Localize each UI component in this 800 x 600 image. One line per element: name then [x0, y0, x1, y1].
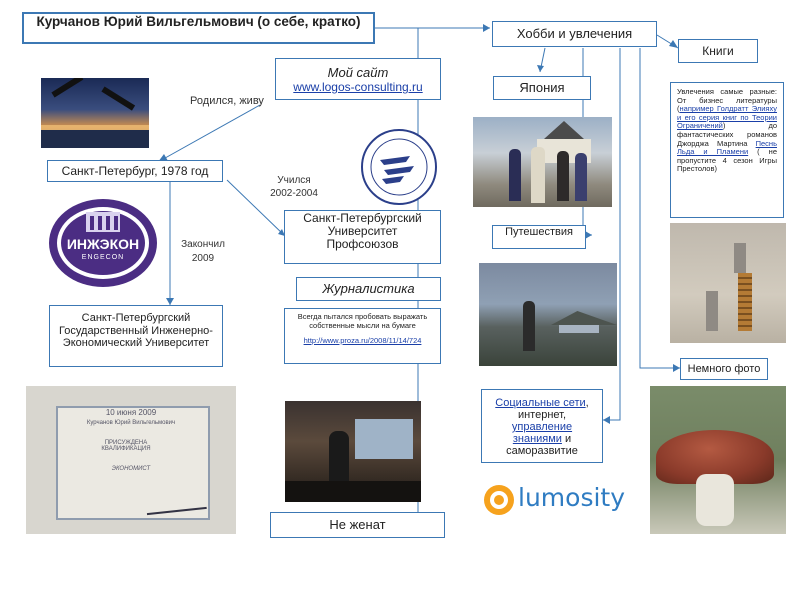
japan: Япония	[519, 80, 565, 95]
books-text	[671, 83, 783, 179]
diploma-name: Курчанов Юрий Вильгельмович	[86, 420, 176, 426]
finished-year: 2009	[191, 253, 215, 264]
site-box	[275, 58, 441, 100]
social-networks-link[interactable]: Социальные сети	[495, 397, 586, 409]
knowledge-mgmt-link[interactable]: управление знаниями	[511, 421, 573, 445]
ship-bridge-photo	[285, 401, 421, 502]
not-married: Не женат	[329, 517, 386, 532]
social-box	[481, 389, 603, 463]
finished-label	[172, 238, 234, 266]
coin-stack-photo	[670, 223, 786, 343]
social-text-b: , интернет,	[517, 397, 589, 421]
japan-photo	[473, 117, 612, 207]
books-intro: Увлечения самые разные: От бизнес литературы (	[677, 87, 777, 114]
trade-union-univ-box	[284, 210, 441, 264]
books-mid: ) до фантастических романов Джорджа Мартина	[677, 121, 777, 148]
engecon-univ-box	[49, 305, 223, 367]
books-goldratt-link[interactable]: например Голдратт Элияху и его серия книг по Теории Ограничений	[677, 104, 777, 131]
lumosity-logo	[482, 480, 626, 520]
books-box	[678, 39, 758, 63]
bridge-photo	[41, 78, 149, 148]
diploma-date: 10 июня 2009	[105, 408, 157, 417]
connector-born-city	[158, 105, 260, 162]
some-photos-box	[680, 358, 768, 380]
lumosity-icon	[482, 483, 516, 517]
title-box	[22, 12, 375, 44]
engecon-univ: Санкт-Петербургский Государственный Инженерно-Экономический Университет	[59, 312, 213, 349]
journalism-box	[296, 277, 441, 301]
engecon-logo-main: ИНЖЭКОН	[66, 236, 140, 252]
social-text	[482, 397, 602, 457]
finished-text: Закончил	[181, 239, 225, 250]
trade-union-logo	[360, 128, 438, 206]
engecon-logo	[48, 198, 158, 288]
journalism-text: Всегда пытался пробовать выражать собственные мысли на бумаге	[297, 312, 428, 330]
travel: Путешествия	[505, 226, 573, 238]
journalism-title: Журналистика	[322, 281, 415, 296]
studied-label	[258, 174, 330, 200]
mushroom-photo	[650, 386, 786, 534]
journalism-text-box	[284, 308, 441, 364]
books-ice-fire-link[interactable]: Песнь Льда и Пламени	[677, 138, 777, 157]
lumosity-text: lumosity	[518, 483, 626, 512]
journalism-link[interactable]: http://www.proza.ru/2008/11/14/724	[303, 336, 422, 345]
hobbies-box	[492, 21, 657, 47]
page-title: Курчанов Юрий Вильгельмович (о себе, кратко)	[36, 14, 361, 29]
site-label: Мой сайт	[327, 65, 389, 80]
japan-box	[493, 76, 591, 100]
diploma-photo	[26, 386, 236, 534]
books-title: Книги	[702, 44, 734, 58]
some-photos: Немного фото	[687, 363, 761, 375]
studied-text: Учился	[277, 175, 311, 186]
engecon-logo-sub: ENGECON	[81, 254, 125, 261]
city-box	[47, 160, 223, 182]
hobbies: Хобби и увлечения	[516, 26, 633, 41]
books-end: ( не пропустите 4 сезон Игры Престолов)	[677, 147, 777, 174]
born-label: Родился, живу	[190, 95, 264, 107]
diploma-qual: ПРИСУЖДЕНА КВАЛИФИКАЦИЯ	[101, 440, 151, 452]
studied-years: 2002-2004	[270, 188, 318, 199]
city-year: Санкт-Петербург, 1978 год	[61, 164, 209, 178]
evening-travel-photo	[479, 263, 617, 366]
social-text-d: и саморазвитие	[506, 433, 578, 457]
site-link[interactable]: www.logos-consulting.ru	[293, 80, 423, 94]
diploma-spec: ЭКОНОМИСТ	[111, 466, 151, 472]
travel-box	[492, 225, 586, 249]
not-married-box	[270, 512, 445, 538]
trade-union-univ: Санкт-Петербургский Университет Профсоюзов	[303, 211, 422, 251]
books-text-box	[670, 82, 784, 218]
